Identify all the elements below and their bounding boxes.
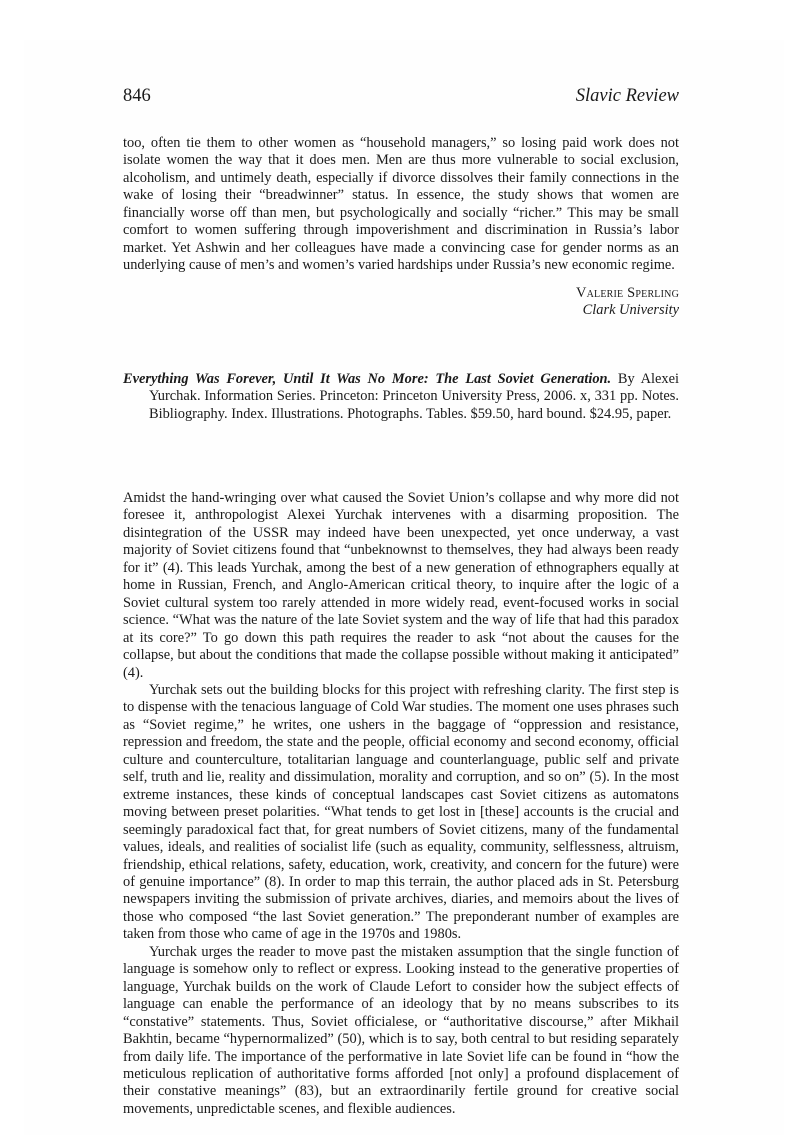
book-citation — [123, 371, 679, 423]
reviewer-affiliation: Clark University — [582, 302, 679, 319]
previous-review-closing-paragraph: too, often tie them to other women as “household managers,” so losing paid work does not isolate women the way that it does men. Men are thus more vulnerable to social exclusion, alcoholism, and untimely death, especially if divorce dissolves their family connections in the wake of losing their “breadwinner” status. In essence, the study shows that women are financially worse off than men, but psychologically and socially “richer.” This may be small comfort to women suffering through impoverishment and discrimination in Russia’s labor market. Yet Ashwin and her colleagues have made a convincing case for gender norms as an underlying cause of men’s and women’s varied hardships under Russia’s new economic regime. — [123, 135, 679, 274]
running-head — [123, 88, 679, 112]
book-title: Everything Was Forever, Until It Was No More: The Last Soviet Generation. — [123, 371, 612, 387]
review-paragraph-2: Yurchak sets out the building blocks for this project with refreshing clarity. The first step is to dispense with the tenacious language of Cold War studies. The moment one uses phrases such as “Soviet regime,” he writes, one ushers in the baggage of “oppression and resistance, repression and freedom, the state and the people, official economy and second economy, official culture and counterculture, totalitarian language and counterlanguage, public self and private self, truth and lie, reality and dissimulation, morality and corruption, and so on” (5). In the most extreme instances, these kinds of conceptual landscapes cast Soviet citizens as automatons moving between preset polarities. “What tends to get lost in [these] accounts is the crucial and seemingly paradoxical fact that, for great numbers of Soviet citizens, many of the fundamental values, ideals, and realities of socialist life (such as equality, community, selflessness, altruism, friendship, ethical relations, safety, education, work, creativity, and concern for the future) were of genuine importance” (8). In order to map this terrain, the author placed ads in St. Petersburg newspapers inviting the submission of private archives, diaries, and memoirs about the lives of those who composed “the last Soviet generation.” The preponderant number of examples are taken from those who came of age in the 1970s and 1980s. — [123, 681, 679, 943]
review-paragraph-3: Yurchak urges the reader to move past the mistaken assumption that the single function of language is somehow only to reflect or express. Looking instead to the generative properties of language, Yurchak builds on the work of Claude Lefort to consider how the subject effects of language can enable the performance of an ideology that by no means subscribes to its “constative” statements. Thus, Soviet officialese, or “authoritative discourse,” after Mikhail Bakhtin, became “hypernormalized” (50), which is to say, both central to but residing separately from daily life. The importance of the performative in late Soviet life can be found in “how the meticulous replication of authoritative forms afforded [not only] a profound displacement of their constative meanings” (83), but an extraordinarily fertile ground for creative social movements, unpredictable scenes, and flexible audiences. — [123, 943, 679, 1117]
reviewer-signature — [123, 285, 679, 320]
journal-title: Slavic Review — [575, 86, 679, 106]
previous-review-ending — [123, 135, 679, 320]
reviewer-name: Valerie Sperling — [576, 284, 679, 301]
review-body — [123, 490, 679, 1118]
review-paragraph-1: Amidst the hand-wringing over what caused the Soviet Union’s collapse and why more did not foresee it, anthropologist Alexei Yurchak intervenes with a disarming proposition. The disintegration of the USSR may indeed have been unexpected, yet once underway, a vast majority of Soviet citizens found that “unbeknownst to themselves, they had always been ready for it” (4). This leads Yurchak, among the best of a new generation of ethnographers equally at home in Russian, French, and Anglo-American critical theory, to inquire after the logic of a Soviet cultural system too rarely attended in more widely read, event-focused works in social science. “What was the nature of the late Soviet system and the way of life that had this paradox at its core?” To go down this path requires the reader to ask “not about the causes for the collapse, but about the conditions that made the collapse possible without making it anticipated” (4). — [123, 490, 679, 681]
book-publication-details: By Alexei Yurchak. Information Series. Princeton: Princeton University Press, 2006. x, 331 pp. Notes. Bibliography. Index. Illustrations. Photographs. Tables. $59.50, hard bound. $24.95, paper. — [149, 371, 679, 422]
page-number: 846 — [123, 86, 151, 106]
